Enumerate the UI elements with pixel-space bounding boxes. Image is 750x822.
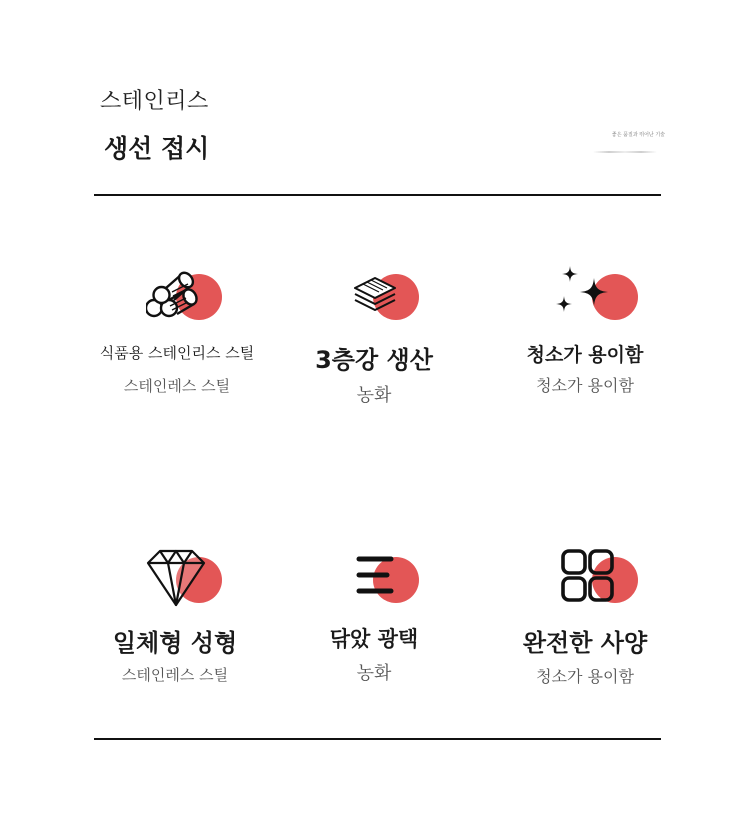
feature-subtitle: 청소가 용이함 <box>536 376 634 395</box>
feature-item <box>82 262 272 396</box>
brand-logo <box>585 131 665 161</box>
feature-icon-wrap <box>540 545 630 609</box>
page-subtitle: 스테인리스 <box>100 89 209 114</box>
feature-icon-wrap <box>329 545 419 609</box>
feature-item <box>279 545 469 685</box>
feature-subtitle: 스테인레스 스틸 <box>123 377 231 395</box>
menu-icon <box>343 545 407 609</box>
feature-item <box>80 545 270 685</box>
header <box>100 84 660 165</box>
page-title: 생선 접시 <box>104 134 210 163</box>
layers-icon <box>343 262 407 326</box>
feature-subtitle: 스테인레스 스틸 <box>121 666 229 684</box>
top-divider <box>94 194 661 196</box>
feature-title: 일체형 성형 <box>112 629 238 657</box>
feature-title: 청소가 용이함 <box>526 344 644 366</box>
feature-title: 완전한 사양 <box>522 629 648 657</box>
brand-decoration <box>593 151 657 153</box>
feature-icon-wrap <box>329 262 419 326</box>
feature-title: 식품용 스테인리스 스틸 <box>99 344 255 362</box>
bottom-divider <box>94 738 661 740</box>
diamond-icon <box>144 545 208 609</box>
feature-icon-wrap <box>132 262 222 326</box>
feature-subtitle: 농화 <box>356 385 392 406</box>
sparkles-icon <box>554 262 618 326</box>
feature-icon-wrap <box>130 545 220 609</box>
feature-icon-wrap <box>540 262 630 326</box>
feature-title: 3층강 생산 <box>315 346 433 374</box>
metal-tubes-icon <box>146 262 210 326</box>
feature-item <box>279 262 469 407</box>
feature-subtitle: 농화 <box>356 663 392 684</box>
grid-icon <box>554 545 618 609</box>
feature-title: 닦았 광택 <box>329 627 419 651</box>
feature-subtitle: 청소가 용이함 <box>536 667 634 686</box>
feature-item <box>490 545 680 687</box>
feature-item <box>490 262 680 396</box>
brand-tagline: 좋은 품질과 뛰어난 기술 <box>611 132 665 138</box>
